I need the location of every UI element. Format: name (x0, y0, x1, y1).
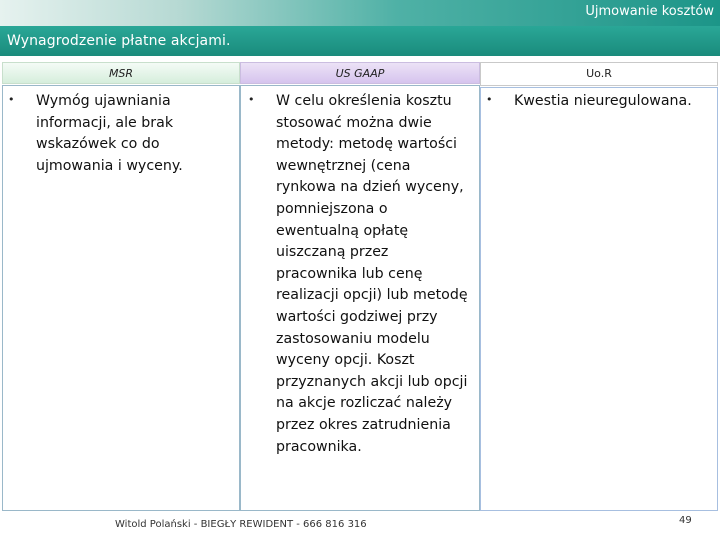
footer-author: Witold Polański - BIEGŁY REWIDENT - 666 816 316 (115, 519, 367, 530)
list-item (242, 91, 478, 458)
uor-text: Kwestia nieuregulowana. (514, 93, 692, 109)
page-number: 49 (679, 515, 692, 526)
list-item (480, 91, 716, 113)
column-body-uor (480, 87, 718, 511)
slide-topic-title: Ujmowanie kosztów (585, 4, 714, 19)
bullet-marker: • (486, 93, 493, 106)
bullet-marker: • (248, 93, 255, 106)
top-banner (0, 0, 720, 26)
column-header-us-gaap: US GAAP (240, 62, 480, 84)
section-banner (0, 26, 720, 56)
column-header-uor: Uo.R (480, 62, 718, 86)
list-item (2, 91, 238, 177)
column-header-msr: MSR (2, 62, 240, 84)
section-title: Wynagrodzenie płatne akcjami. (7, 33, 231, 49)
bullet-marker: • (8, 93, 15, 106)
us-gaap-text: W celu określenia kosztu stosować można dwie metody: metodę wartości wewnętrznej (cena rynkowa na dzień wyceny, pomniejszona o ewentualną opłatę uiszczaną przez pracownika lub cenę realizacji opcji) lub metodę wartości godziwej przy zastosowaniu modelu wyceny opcji. Koszt przyznanych akcji lub opcji na akcje rozliczać należy przez okres zatrudnienia pracownika. (276, 93, 468, 455)
msr-text: Wymóg ujawniania informacji, ale brak wskazówek co do ujmowania i wyceny. (36, 93, 183, 174)
